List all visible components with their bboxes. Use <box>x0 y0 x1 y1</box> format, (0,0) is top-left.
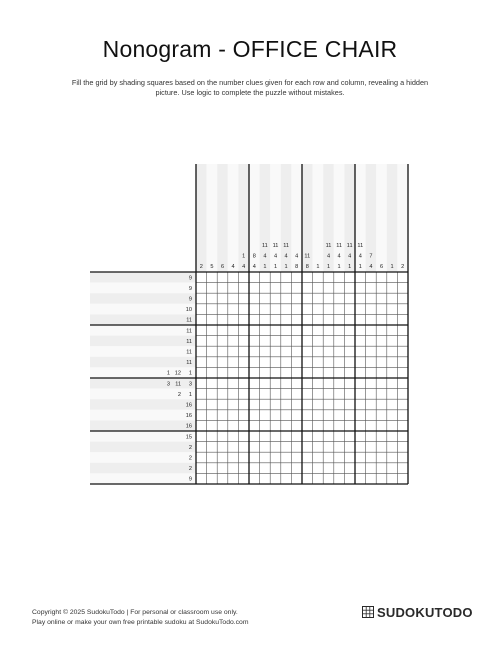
column-clue: 11 <box>325 243 332 249</box>
row-clue-band <box>90 473 196 484</box>
column-clue: 4 <box>284 253 288 260</box>
row-clue: 1 <box>166 370 170 377</box>
row-clue: 3 <box>166 381 170 388</box>
column-clue: 4 <box>295 253 299 260</box>
row-clue: 9 <box>188 476 192 483</box>
row-clue-band <box>90 283 196 294</box>
column-clue-band <box>207 164 218 272</box>
column-clue: 11 <box>336 243 343 249</box>
column-clue: 1 <box>273 264 278 270</box>
row-clue: 11 <box>186 360 192 367</box>
column-clue: 1 <box>316 264 320 270</box>
row-clue: 3 <box>188 381 192 388</box>
row-clue-band <box>90 293 196 304</box>
row-clue: 10 <box>185 307 192 314</box>
column-clue-band <box>196 164 207 272</box>
row-clue: 12 <box>174 370 181 377</box>
row-clue: 11 <box>175 381 181 388</box>
column-clue: 4 <box>337 253 341 260</box>
row-clue: 1 <box>188 370 192 377</box>
row-clue-band <box>90 346 196 357</box>
row-clue-band <box>90 431 196 442</box>
row-clue: 2 <box>188 466 192 473</box>
row-clue: 11 <box>186 349 192 356</box>
row-clue-band <box>90 304 196 315</box>
row-clue-band <box>90 325 196 336</box>
column-clue-band <box>217 164 228 272</box>
row-clue: 2 <box>188 455 192 462</box>
column-clue: 6 <box>379 264 384 270</box>
column-clue-band <box>313 164 324 272</box>
row-clue-band <box>90 272 196 283</box>
column-clue: 11 <box>261 243 268 249</box>
instructions-text: Fill the grid by shading squares based on the number clues given for each row and column, revealing a hidden picture. Use logic to complete the puzzle without mistakes. <box>71 78 429 97</box>
column-clue: 1 <box>326 264 331 270</box>
promo-text: Play online or make your own free printable sudoku at SudokuTodo.com <box>32 619 249 626</box>
copyright-text: Copyright © 2025 SudokuTodo | For personal or classroom use only. <box>32 609 238 616</box>
logo-text: SUDOKUTODO <box>377 604 473 620</box>
column-clue: 1 <box>337 264 341 270</box>
column-clue: 4 <box>263 253 267 260</box>
column-clue: 1 <box>263 264 267 270</box>
row-clue: 16 <box>185 402 192 409</box>
row-clue-band <box>90 420 196 431</box>
column-clue: 8 <box>252 253 256 260</box>
column-clue: 4 <box>242 264 246 270</box>
row-clue: 9 <box>188 296 192 303</box>
row-clue: 11 <box>186 328 192 335</box>
column-clue: 2 <box>401 264 405 270</box>
row-clue: 2 <box>177 391 181 398</box>
row-clue-band <box>90 336 196 347</box>
column-clue: 7 <box>369 253 373 260</box>
column-clue-band <box>387 164 398 272</box>
row-clue: 9 <box>188 285 192 292</box>
column-clue: 4 <box>358 253 362 260</box>
column-clue: 1 <box>358 264 362 270</box>
row-clue-band <box>90 357 196 368</box>
column-clue: 11 <box>304 253 311 260</box>
column-clue: 1 <box>348 264 352 270</box>
row-clue: 2 <box>188 444 192 451</box>
row-clue: 16 <box>185 423 192 430</box>
column-clue: 11 <box>283 243 290 249</box>
column-clue-band <box>376 164 387 272</box>
column-clue: 6 <box>220 264 225 270</box>
row-clue: 1 <box>188 391 192 398</box>
sudokutodo-logo <box>362 605 473 619</box>
row-clue-band <box>90 399 196 410</box>
footer <box>32 608 249 628</box>
column-clue: 4 <box>326 253 331 260</box>
column-clue: 5 <box>210 264 214 270</box>
column-clue: 4 <box>252 264 256 270</box>
column-clue: 1 <box>242 253 246 260</box>
column-clue-band <box>397 164 408 272</box>
column-clue: 11 <box>346 243 353 249</box>
column-clue: 4 <box>273 253 278 260</box>
row-clue: 11 <box>186 338 192 345</box>
column-clue: 4 <box>369 264 373 270</box>
row-clue-band <box>90 452 196 463</box>
row-clue-band <box>90 410 196 421</box>
column-clue: 11 <box>357 243 364 249</box>
column-clue: 8 <box>295 264 299 270</box>
row-clue-band <box>90 463 196 474</box>
column-clue: 1 <box>284 264 288 270</box>
column-clue: 1 <box>390 264 394 270</box>
row-clue: 9 <box>188 275 192 282</box>
column-clue: 4 <box>348 253 352 260</box>
row-clue: 16 <box>185 413 192 420</box>
row-clue: 11 <box>186 317 192 324</box>
row-clue: 15 <box>185 434 192 441</box>
column-clue: 4 <box>231 264 235 270</box>
row-clue-band <box>90 442 196 453</box>
column-clue: 2 <box>199 264 203 270</box>
grid-icon <box>362 606 374 618</box>
column-clue-band <box>228 164 239 272</box>
page-title: Nonogram - OFFICE CHAIR <box>102 36 398 62</box>
column-clue: 11 <box>272 243 279 249</box>
row-clue-band <box>90 314 196 325</box>
column-clue: 8 <box>305 264 309 270</box>
